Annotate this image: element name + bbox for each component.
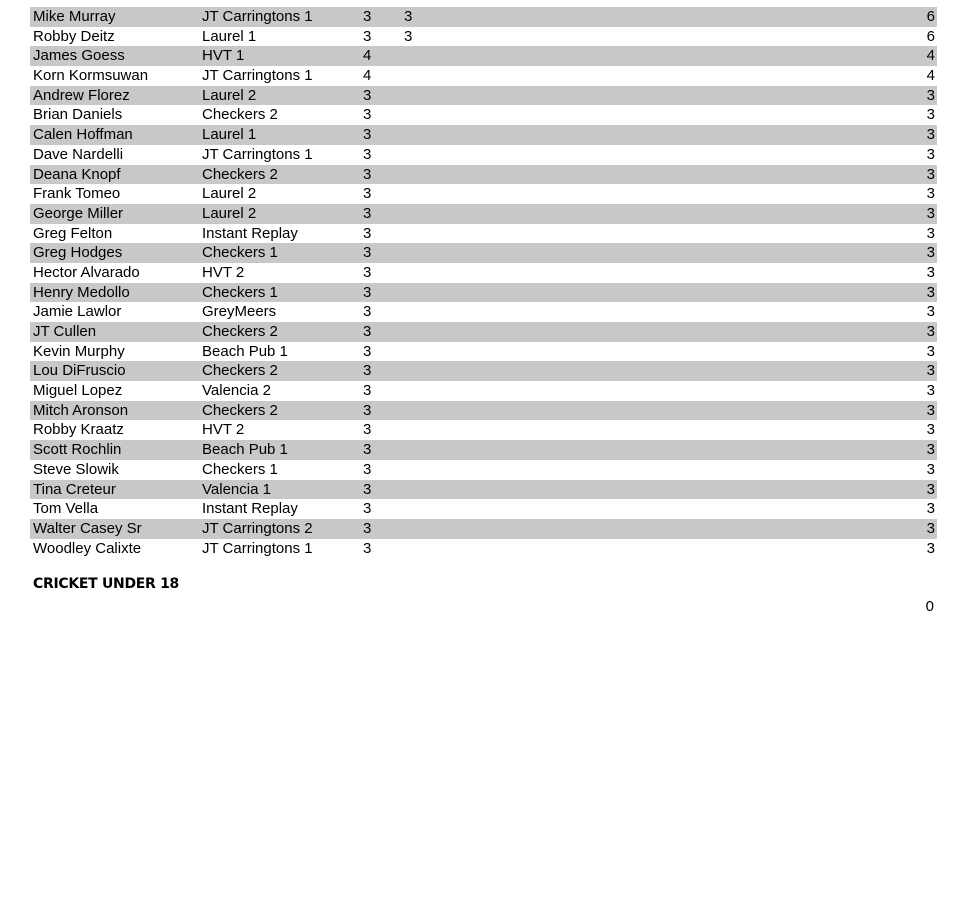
player-name: Brian Daniels: [33, 106, 123, 124]
player-name: Henry Medollo: [33, 283, 130, 301]
team-name: Laurel 1: [202, 126, 257, 144]
score-total: 3: [926, 519, 935, 537]
table-row: [30, 499, 937, 519]
team-name: Checkers 1: [202, 283, 278, 301]
table-row: [30, 7, 937, 27]
player-name: Andrew Florez: [33, 86, 130, 104]
player-name: Mike Murray: [33, 8, 116, 25]
table-row: [30, 66, 937, 86]
team-name: JT Carringtons 1: [202, 145, 313, 163]
player-name: Steve Slowik: [33, 460, 119, 478]
score-total: 4: [926, 47, 935, 65]
table-row: [30, 302, 937, 322]
table-row: [30, 519, 937, 539]
team-name: HVT 2: [202, 263, 245, 281]
score-col-a: 3: [363, 165, 372, 183]
team-name: HVT 2: [202, 421, 245, 439]
score-col-a: 3: [363, 263, 372, 281]
player-name: Robby Deitz: [33, 27, 115, 45]
score-total: 3: [926, 185, 935, 203]
team-name: GreyMeers: [202, 303, 277, 321]
score-total: 3: [926, 283, 935, 301]
score-total: 3: [926, 224, 935, 242]
score-total: 3: [926, 106, 935, 124]
score-col-a: 4: [363, 47, 372, 65]
table-row: [30, 46, 937, 66]
team-name: Laurel 1: [202, 27, 257, 45]
player-name: Dave Nardelli: [33, 145, 124, 163]
table-row: [30, 480, 937, 500]
team-name: JT Carringtons 1: [202, 67, 313, 85]
team-name: Checkers 2: [202, 106, 278, 124]
team-name: HVT 1: [202, 47, 245, 65]
table-row: [30, 125, 937, 145]
table-row: [30, 224, 937, 244]
table-row: [30, 243, 937, 263]
player-name: Tina Creteur: [33, 480, 116, 498]
table-row: [30, 184, 937, 204]
table-row: [30, 105, 937, 125]
team-name: Checkers 2: [202, 401, 278, 419]
player-name: JT Cullen: [33, 323, 97, 340]
player-name: Mitch Aronson: [33, 401, 129, 419]
score-col-a: 3: [363, 224, 372, 242]
score-col-a: 3: [363, 441, 372, 459]
score-col-a: 3: [363, 204, 372, 222]
table-row: [30, 440, 937, 460]
table-row: [30, 145, 937, 165]
player-name: Greg Hodges: [33, 244, 123, 262]
score-col-a: 3: [363, 185, 372, 203]
player-name: Woodley Calixte: [33, 539, 142, 557]
score-total: 3: [926, 441, 935, 459]
table-row: [30, 460, 937, 480]
score-col-a: 3: [363, 8, 372, 25]
score-total: 3: [926, 342, 935, 360]
table-row: [30, 283, 937, 303]
table-row: [30, 420, 937, 440]
player-name: Miguel Lopez: [33, 382, 123, 400]
score-col-b: 3: [404, 8, 413, 25]
score-total: 6: [926, 8, 935, 25]
score-total: 3: [926, 480, 935, 498]
team-name: Valencia 1: [202, 480, 271, 498]
player-name: Hector Alvarado: [33, 263, 140, 281]
score-total: 3: [926, 362, 935, 380]
standings-table: [30, 7, 937, 558]
table-row: [30, 401, 937, 421]
score-total: 3: [926, 500, 935, 518]
score-col-a: 3: [363, 539, 372, 557]
score-col-a: 3: [363, 480, 372, 498]
table-row: [30, 165, 937, 185]
player-name: Tom Vella: [33, 500, 99, 518]
score-col-a: 3: [363, 421, 372, 439]
table-row: [30, 539, 937, 559]
score-col-a: 3: [363, 342, 372, 360]
score-col-a: 3: [363, 460, 372, 478]
player-name: James Goess: [33, 47, 125, 65]
team-name: Instant Replay: [202, 224, 298, 242]
player-name: Walter Casey Sr: [33, 519, 142, 537]
score-col-a: 3: [363, 362, 372, 380]
team-name: Laurel 2: [202, 204, 257, 222]
table-row: [30, 342, 937, 362]
score-total: 4: [926, 67, 935, 85]
table-row: [30, 381, 937, 401]
player-name: Frank Tomeo: [33, 185, 121, 203]
team-name: JT Carringtons 1: [202, 8, 313, 25]
score-col-a: 3: [363, 106, 372, 124]
team-name: Valencia 2: [202, 382, 271, 400]
team-name: Checkers 2: [202, 165, 278, 183]
table-row: [30, 361, 937, 381]
score-col-a: 3: [363, 500, 372, 518]
standings-rows: [30, 7, 937, 558]
score-total: 3: [926, 539, 935, 557]
score-col-a: 3: [363, 382, 372, 400]
player-name: Robby Kraatz: [33, 421, 124, 439]
score-total: 3: [926, 401, 935, 419]
player-name: Korn Kormsuwan: [33, 67, 149, 85]
team-name: Checkers 2: [202, 362, 278, 380]
score-col-a: 3: [363, 323, 372, 340]
player-name: Kevin Murphy: [33, 342, 125, 360]
team-name: Instant Replay: [202, 500, 298, 518]
player-name: Lou DiFruscio: [33, 362, 126, 380]
score-col-a: 3: [363, 401, 372, 419]
section-total: 0: [925, 598, 934, 615]
score-total: 3: [926, 165, 935, 183]
score-col-a: 4: [363, 67, 372, 85]
team-name: Laurel 2: [202, 86, 257, 104]
player-name: Deana Knopf: [33, 165, 121, 183]
player-name: Scott Rochlin: [33, 441, 122, 459]
player-name: George Miller: [33, 204, 124, 222]
score-total: 3: [926, 421, 935, 439]
score-total: 3: [926, 86, 935, 104]
section-title: CRICKET UNDER 18: [33, 576, 179, 592]
score-col-a: 3: [363, 519, 372, 537]
score-col-a: 3: [363, 303, 372, 321]
team-name: JT Carringtons 1: [202, 539, 313, 557]
score-total: 3: [926, 204, 935, 222]
player-name: Calen Hoffman: [33, 126, 133, 144]
table-row: [30, 322, 937, 342]
score-total: 6: [926, 27, 935, 45]
score-col-a: 3: [363, 244, 372, 262]
table-row: [30, 263, 937, 283]
team-name: Laurel 2: [202, 185, 257, 203]
score-total: 3: [926, 460, 935, 478]
player-name: Jamie Lawlor: [33, 303, 122, 321]
team-name: Beach Pub 1: [202, 441, 288, 459]
score-total: 3: [926, 145, 935, 163]
score-col-a: 3: [363, 145, 372, 163]
score-total: 3: [926, 303, 935, 321]
table-row: [30, 204, 937, 224]
player-name: Greg Felton: [33, 224, 113, 242]
table-row: [30, 27, 937, 47]
table-row: [30, 86, 937, 106]
score-total: 3: [926, 323, 935, 340]
score-total: 3: [926, 382, 935, 400]
team-name: Checkers 1: [202, 244, 278, 262]
score-col-a: 3: [363, 283, 372, 301]
score-total: 3: [926, 126, 935, 144]
score-col-a: 3: [363, 27, 372, 45]
score-col-a: 3: [363, 126, 372, 144]
score-col-a: 3: [363, 86, 372, 104]
team-name: Checkers 1: [202, 460, 278, 478]
team-name: JT Carringtons 2: [202, 519, 313, 537]
team-name: Beach Pub 1: [202, 342, 288, 360]
score-col-b: 3: [404, 27, 413, 45]
team-name: Checkers 2: [202, 323, 278, 340]
score-total: 3: [926, 263, 935, 281]
score-total: 3: [926, 244, 935, 262]
